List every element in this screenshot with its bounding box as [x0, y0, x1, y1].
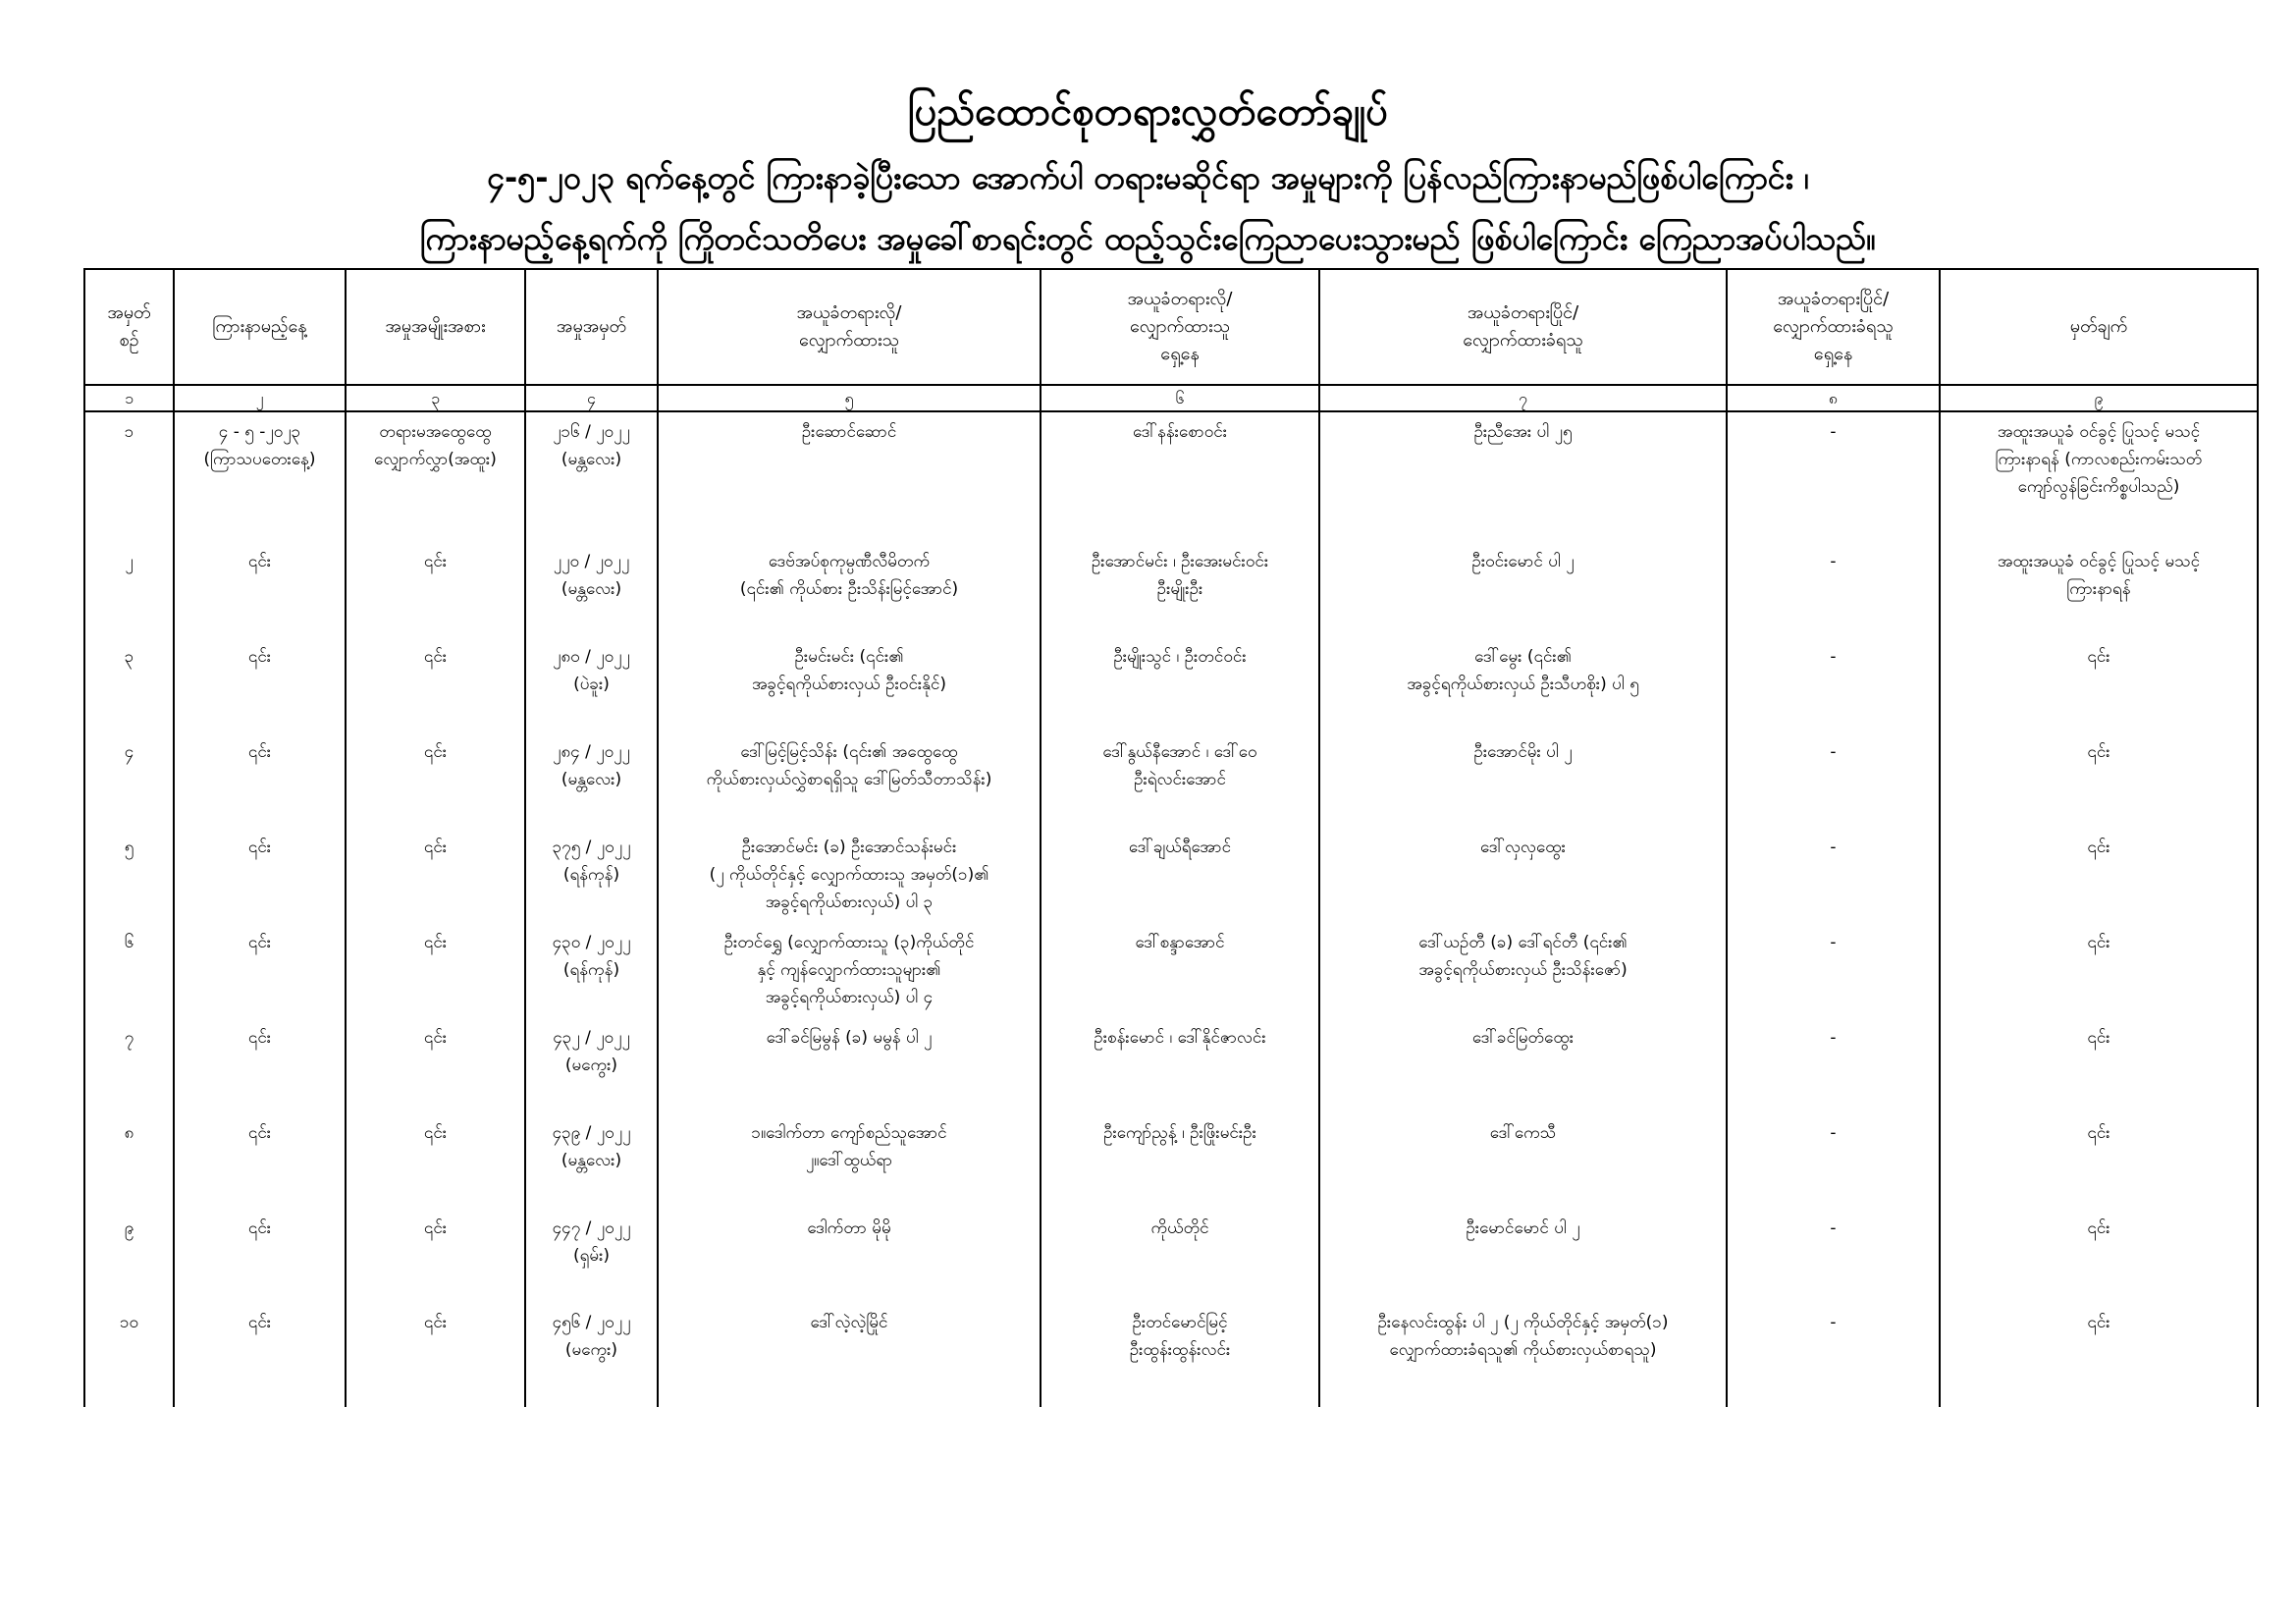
respondent-lawyer-cell: [1727, 1113, 1940, 1209]
case-type-cell: [346, 1303, 525, 1407]
remark-cell: [1940, 1113, 2258, 1209]
cell-text: ဒေါ်မြင့်မြင့်သိန်း (၎င်း၏ အထွေထွေ: [740, 742, 958, 763]
header-hearing-date: ကြားနာမည့်နေ့: [174, 269, 346, 385]
column-number: ၃: [346, 385, 525, 411]
appellant-lawyer-cell: [1041, 1303, 1319, 1407]
cell-text: (၎င်း၏ ကိုယ်စား ဦးသိန်းမြင့်အောင်): [739, 579, 959, 600]
appellant-cell: [658, 1303, 1041, 1407]
cell-text: ၎င်း: [423, 742, 448, 763]
cell-text: ၎င်း: [2087, 838, 2110, 858]
cell-text: ၎င်း: [423, 1313, 448, 1333]
row-number-cell: ၂: [84, 542, 174, 637]
cell-text: ၎င်း: [423, 1027, 448, 1048]
respondent-cell: [1319, 732, 1727, 828]
cell-text: -: [1830, 1313, 1837, 1333]
hearing-date-cell: [174, 637, 346, 732]
cell-text: ဦးတင်ရွှေ (လျှောက်ထားသူ (၃)ကိုယ်တိုင်: [723, 932, 975, 952]
column-number: ၇: [1319, 385, 1727, 411]
cell-text: ၎င်း: [2087, 1122, 2110, 1143]
case-type-cell: [346, 732, 525, 828]
hearing-date-cell: [174, 828, 346, 923]
cell-text: -: [1830, 647, 1837, 668]
cell-text: ၎င်း: [2087, 742, 2110, 763]
cell-text: (မန္တလေး): [561, 450, 622, 469]
case-number-cell: [525, 542, 658, 637]
case-type-cell: [346, 1209, 525, 1304]
cell-text: ဦးအောင်မင်း ၊ ဦးအေးမင်းဝင်း: [1091, 552, 1269, 572]
case-type-cell: [346, 828, 525, 923]
cell-text: (မန္တလေး): [561, 1150, 622, 1170]
hearing-date-cell: [174, 1303, 346, 1407]
row-number-cell: ၄: [84, 732, 174, 828]
case-number-cell: [525, 732, 658, 828]
case-number-cell: [525, 1018, 658, 1113]
remark-cell: [1940, 732, 2258, 828]
hearing-date-cell: [174, 542, 346, 637]
cell-text: ၎င်း: [247, 932, 272, 952]
cell-text: (ကြာသပတေးနေ့): [203, 450, 316, 469]
cell-text: ၎င်း: [423, 932, 448, 952]
cell-text: ဦးမျိုးဦး: [1156, 579, 1203, 600]
cell-text: အထူးအယူခံ ဝင်ခွင့် ပြုသင့် မသင့်: [1997, 552, 2201, 572]
row-number-cell: ၉: [84, 1209, 174, 1304]
case-number-cell: [525, 411, 658, 542]
cell-text: ၄၄၇ / ၂၀၂၂: [552, 1218, 631, 1238]
case-list-table: [83, 268, 2259, 1407]
respondent-lawyer-cell: [1727, 923, 1940, 1018]
case-type-cell: [346, 411, 525, 542]
cell-text: ဒေါ်လှလှထွေး: [1480, 838, 1566, 858]
cell-text: အခွင့်ရကိုယ်စားလှယ်) ပါ ၃: [765, 893, 934, 913]
case-number-cell: [525, 828, 658, 923]
cell-text: -: [1830, 838, 1837, 858]
appellant-cell: [658, 1209, 1041, 1304]
cell-text: ဦးအောင်မင်း (ခ) ဦးအောင်သန်းမင်း: [741, 838, 957, 858]
appellant-lawyer-cell: [1041, 923, 1319, 1018]
cell-text: အခွင့်ရကိုယ်စားလှယ် ဦးဝင်းနိုင်): [751, 675, 947, 695]
cell-text: ဒေဗ်အပ်စုကုမ္ပဏီလီမိတက်: [768, 552, 931, 572]
table-row: [84, 411, 2258, 542]
cell-text: ဦးနေလင်းထွန်း ပါ ၂ (၂ ကိုယ်တိုင်နှင့် အမှတ်(၁): [1377, 1313, 1669, 1333]
column-number: ၉: [1940, 385, 2258, 411]
appellant-cell: [658, 732, 1041, 828]
respondent-cell: [1319, 1209, 1727, 1304]
appellant-lawyer-cell: [1041, 637, 1319, 732]
case-type-cell: [346, 923, 525, 1018]
table-row: [84, 1113, 2258, 1209]
appellant-lawyer-cell: [1041, 1209, 1319, 1304]
remark-cell: [1940, 637, 2258, 732]
cell-text: ၎င်း: [247, 742, 272, 763]
cell-text: ၄၃၉ / ၂၀၂၂: [552, 1122, 631, 1143]
cell-text: (မန္တလေး): [561, 770, 622, 790]
cell-text: ဦးတင်မောင်မြင့်: [1132, 1313, 1228, 1333]
row-number-cell: ၆: [84, 923, 174, 1018]
respondent-cell: [1319, 923, 1727, 1018]
respondent-lawyer-cell: [1727, 732, 1940, 828]
column-number: ၅: [658, 385, 1041, 411]
cell-text: ကြားနာရန်: [2066, 579, 2131, 600]
appellant-lawyer-cell: [1041, 732, 1319, 828]
cell-text: ဒေါ်နန်းစောဝင်း: [1132, 422, 1228, 442]
cell-text: အခွင့်ရကိုယ်စားလှယ် ဦးသီဟစိုး) ပါ ၅: [1407, 675, 1639, 695]
cell-text: ၎င်း: [423, 552, 448, 572]
table-body: [84, 411, 2258, 1407]
cell-text: ၎င်း: [423, 838, 448, 858]
cell-text: (ရန်ကုန်): [562, 959, 620, 980]
appellant-lawyer-cell: [1041, 542, 1319, 637]
cell-text: ၄၅၆ / ၂၀၂၂: [552, 1313, 631, 1333]
remark-cell: [1940, 1209, 2258, 1304]
cell-text: ၎င်း: [247, 552, 272, 572]
appellant-lawyer-cell: [1041, 828, 1319, 923]
cell-text: ၂၂၀ / ၂၀၂၂: [553, 552, 630, 572]
cell-text: ကိုယ်တိုင်: [1150, 1218, 1209, 1238]
respondent-lawyer-cell: [1727, 828, 1940, 923]
cell-text: ၎င်း: [247, 1313, 272, 1333]
hearing-date-cell: [174, 923, 346, 1018]
cell-text: ဦးထွန်းထွန်းလင်း: [1129, 1340, 1231, 1361]
cell-text: ၎င်း: [247, 1027, 272, 1048]
column-number: ၂: [174, 385, 346, 411]
cell-text: (မကွေး): [564, 1055, 618, 1075]
cell-text: ဒေါ်ကေသီ: [1489, 1122, 1557, 1143]
cell-text: ၎င်း: [423, 1122, 448, 1143]
cell-text: (ရှမ်း): [572, 1245, 611, 1266]
row-number-cell: ၈: [84, 1113, 174, 1209]
cell-text: ဦးမောင်မောင် ပါ ၂: [1466, 1218, 1580, 1238]
header-remark: မှတ်ချက်: [1940, 269, 2258, 385]
cell-text: ၎င်း: [423, 1218, 448, 1238]
cell-text: -: [1830, 1122, 1837, 1143]
column-number: ၆: [1041, 385, 1319, 411]
case-number-cell: [525, 1113, 658, 1209]
cell-text: ဦးရဲလင်းအောင်: [1134, 770, 1226, 790]
cell-text: -: [1830, 422, 1837, 442]
cell-text: ၃၇၅ / ၂၀၂၂: [552, 838, 631, 858]
cell-text: -: [1830, 742, 1837, 763]
row-number-cell: ၇: [84, 1018, 174, 1113]
cell-text: (၂ ကိုယ်တိုင်နှင့် လျှောက်ထားသူ အမှတ်(၁)၏: [709, 865, 989, 886]
cell-text: -: [1830, 1218, 1837, 1238]
cell-text: ၂၁၆ / ၂၀၂၂: [553, 422, 630, 442]
respondent-lawyer-cell: [1727, 637, 1940, 732]
table-row: [84, 732, 2258, 828]
cell-text: ၎င်း: [247, 838, 272, 858]
respondent-cell: [1319, 411, 1727, 542]
cell-text: ဦးဝင်းမောင် ပါ ၂: [1471, 552, 1575, 572]
table-row: [84, 923, 2258, 1018]
appellant-cell: [658, 1018, 1041, 1113]
cell-text: အခွင့်ရကိုယ်စားလှယ် ဦးသိန်းဇော်): [1418, 959, 1628, 980]
case-number-cell: [525, 1303, 658, 1407]
respondent-cell: [1319, 828, 1727, 923]
case-type-cell: [346, 1018, 525, 1113]
cell-text: ၎င်း: [247, 1218, 272, 1238]
respondent-cell: [1319, 1018, 1727, 1113]
hearing-date-cell: [174, 1018, 346, 1113]
cell-text: ၄၃၀ / ၂၀၂၂: [552, 932, 631, 952]
cell-text: (ရန်ကုန်): [562, 865, 620, 886]
cell-text: ကိုယ်စားလှယ်လွှဲစာရရှိသူ ဒေါ်မြတ်သီတာသိန်း): [706, 770, 992, 790]
cell-text: (မကွေး): [564, 1340, 618, 1361]
cell-text: -: [1830, 932, 1837, 952]
appellant-lawyer-cell: [1041, 411, 1319, 542]
table-row: [84, 637, 2258, 732]
cell-text: တရားမအထွေထွေ: [379, 422, 492, 442]
cell-text: ၂။ဒေါ်ထွယ်ရာ: [805, 1150, 893, 1170]
appellant-cell: [658, 828, 1041, 923]
remark-cell: [1940, 1303, 2258, 1407]
column-number: ၁: [84, 385, 174, 411]
row-number-cell: ၃: [84, 637, 174, 732]
table-row: [84, 1018, 2258, 1113]
remark-cell: [1940, 542, 2258, 637]
case-type-cell: [346, 1113, 525, 1209]
appellant-cell: [658, 411, 1041, 542]
respondent-lawyer-cell: [1727, 542, 1940, 637]
cell-text: ဦးကျော်ညွန့် ၊ ဦးဖြိုးမင်းဦး: [1103, 1122, 1256, 1143]
cell-text: အထူးအယူခံ ဝင်ခွင့် ပြုသင့် မသင့်: [1997, 422, 2201, 442]
header-row: [84, 269, 2258, 385]
column-number: ၈: [1727, 385, 1940, 411]
table-row: [84, 542, 2258, 637]
cell-text: နှင့် ကျန်လျှောက်ထားသူများ၏: [757, 959, 941, 980]
appellant-lawyer-cell: [1041, 1113, 1319, 1209]
appellant-cell: [658, 637, 1041, 732]
cell-text: ၎င်း: [2087, 932, 2110, 952]
row-number-cell: ၁: [84, 411, 174, 542]
cell-text: (မန္တလေး): [561, 579, 622, 600]
cell-text: ၎င်း: [247, 647, 272, 668]
respondent-cell: [1319, 542, 1727, 637]
column-number-row: [84, 385, 2258, 411]
cell-text: လျှောက်ထားခံရသူ၏ ကိုယ်စားလှယ်စာရသူ): [1389, 1340, 1657, 1361]
respondent-lawyer-cell: [1727, 1303, 1940, 1407]
cell-text: ဒေါ်ချယ်ရီအောင်: [1128, 838, 1232, 858]
cell-text: ဦးစန်းမောင် ၊ ဒေါ်နိုင်ဇာလင်း: [1094, 1027, 1266, 1048]
cell-text: ၄၃၂ / ၂၀၂၂: [553, 1027, 630, 1048]
cell-text: -: [1830, 552, 1837, 572]
cell-text: ဒေါ်မွေး (၎င်း၏: [1474, 647, 1572, 668]
cell-text: ကျော်လွန်ခြင်းကိစ္စပါသည်): [2017, 477, 2180, 497]
case-number-cell: [525, 1209, 658, 1304]
respondent-cell: [1319, 637, 1727, 732]
cell-text: ၎င်း: [2087, 1218, 2110, 1238]
cell-text: ဦးအောင်မိုး ပါ ၂: [1473, 742, 1573, 763]
case-type-cell: [346, 637, 525, 732]
cell-text: ၎င်း: [2087, 1027, 2110, 1048]
cell-text: -: [1830, 1027, 1837, 1048]
column-number: ၄: [525, 385, 658, 411]
cell-text: ဒေါ်နွယ်နီအောင် ၊ ဒေါ်ဝေ: [1102, 742, 1257, 763]
respondent-cell: [1319, 1303, 1727, 1407]
header-appellant: အယူခံတရားလို/ လျှောက်ထားသူ: [658, 269, 1041, 385]
cell-text: ဒေါ်စန္ဒာအောင်: [1135, 932, 1225, 952]
cell-text: ၎င်း: [423, 647, 448, 668]
respondent-lawyer-cell: [1727, 1018, 1940, 1113]
cell-text: ဦးညီအေး ပါ ၂၅: [1473, 422, 1573, 442]
case-number-cell: [525, 637, 658, 732]
cell-text: (ပဲခူး): [573, 675, 610, 695]
appellant-cell: [658, 923, 1041, 1018]
cell-text: ဒေါ်လဲ့လဲ့မြိုင်: [810, 1313, 888, 1333]
appellant-lawyer-cell: [1041, 1018, 1319, 1113]
cell-text: ၎င်း: [2087, 647, 2110, 668]
remark-cell: [1940, 923, 2258, 1018]
cell-text: အခွင့်ရကိုယ်စားလှယ်) ပါ ၄: [765, 987, 934, 1007]
header-appellant-lawyer: အယူခံတရားလို/ လျှောက်ထားသူ ရှေ့နေ: [1041, 269, 1319, 385]
announcement-line-2: ကြားနာမည့်နေ့ရက်ကို ကြိုတင်သတိပေး အမှုခေါ်စာရင်းတွင် ထည့်သွင်းကြေညာပေးသွားမည် ဖြစ်ပါကြောင်း ကြေညာအပ်ပါသည်။: [419, 220, 1877, 257]
header-case-number: အမှုအမှတ်: [525, 269, 658, 385]
respondent-cell: [1319, 1113, 1727, 1209]
header-respondent: အယူခံတရားပြိုင်/ လျှောက်ထားခံရသူ: [1319, 269, 1727, 385]
remark-cell: [1940, 828, 2258, 923]
hearing-date-cell: [174, 411, 346, 542]
respondent-lawyer-cell: [1727, 411, 1940, 542]
cell-text: ဦးမျိုးသွင် ၊ ဦးတင်ဝင်း: [1113, 647, 1247, 668]
header-case-type: အမှုအမျိုးအစား: [346, 269, 525, 385]
cell-text: ၎င်း: [247, 1122, 272, 1143]
remark-cell: [1940, 1018, 2258, 1113]
case-type-cell: [346, 542, 525, 637]
case-number-cell: [525, 923, 658, 1018]
table-row: [84, 1209, 2258, 1304]
hearing-date-cell: [174, 1113, 346, 1209]
cell-text: ၂၈၄ / ၂၀၂၂: [553, 742, 630, 763]
cell-text: ကြားနာရန် (ကာလစည်းကမ်းသတ်: [1995, 450, 2203, 469]
respondent-lawyer-cell: [1727, 1209, 1940, 1304]
header-respondent-lawyer: အယူခံတရားပြိုင်/ လျှောက်ထားခံရသူ ရှေ့နေ: [1727, 269, 1940, 385]
cell-text: ၎င်း: [2087, 1313, 2110, 1333]
announcement-line-1: ၄-၅-၂၀၂၃ ရက်နေ့တွင် ကြားနာခဲ့ပြီးသော အောက်ပါ တရားမဆိုင်ရာ အမှုများကို ပြန်လည်ကြားနာမည်ဖြစ်ပါကြောင်း ၊: [486, 159, 1810, 196]
row-number-cell: ၁၀: [84, 1303, 174, 1407]
page-title: ပြည်ထောင်စုတရားလွှတ်တော်ချုပ်: [907, 89, 1389, 135]
cell-text: ဦးဆောင်ဆောင်: [801, 422, 897, 442]
cell-text: ဒေါ်ခင်မြမွန် (ခ) မမွန် ပါ ၂: [766, 1027, 933, 1048]
hearing-date-cell: [174, 1209, 346, 1304]
cell-text: ၂၈၀ / ၂၀၂၂: [553, 647, 630, 668]
cell-text: ဒေါက်တာ မိုမို: [807, 1218, 891, 1238]
table-row: [84, 1303, 2258, 1407]
cell-text: ဒေါ်ခင်မြတ်ထွေး: [1471, 1027, 1575, 1048]
table-row: [84, 828, 2258, 923]
appellant-cell: [658, 542, 1041, 637]
cell-text: ၄ - ၅ -၂၀၂၃: [218, 422, 301, 442]
cell-text: ဒေါ်ယဉ်တီ (ခ) ဒေါ်ရင်တီ (၎င်း၏: [1418, 932, 1628, 952]
header-no: အမှတ် စဉ်: [84, 269, 174, 385]
cell-text: ၁။ဒေါက်တာ ကျော်စည်သူအောင်: [751, 1122, 947, 1143]
appellant-cell: [658, 1113, 1041, 1209]
hearing-date-cell: [174, 732, 346, 828]
row-number-cell: ၅: [84, 828, 174, 923]
cell-text: ဦးမင်းမင်း (၎င်း၏: [794, 647, 904, 668]
remark-cell: [1940, 411, 2258, 542]
cell-text: လျှောက်လွှာ(အထူး): [374, 450, 497, 469]
